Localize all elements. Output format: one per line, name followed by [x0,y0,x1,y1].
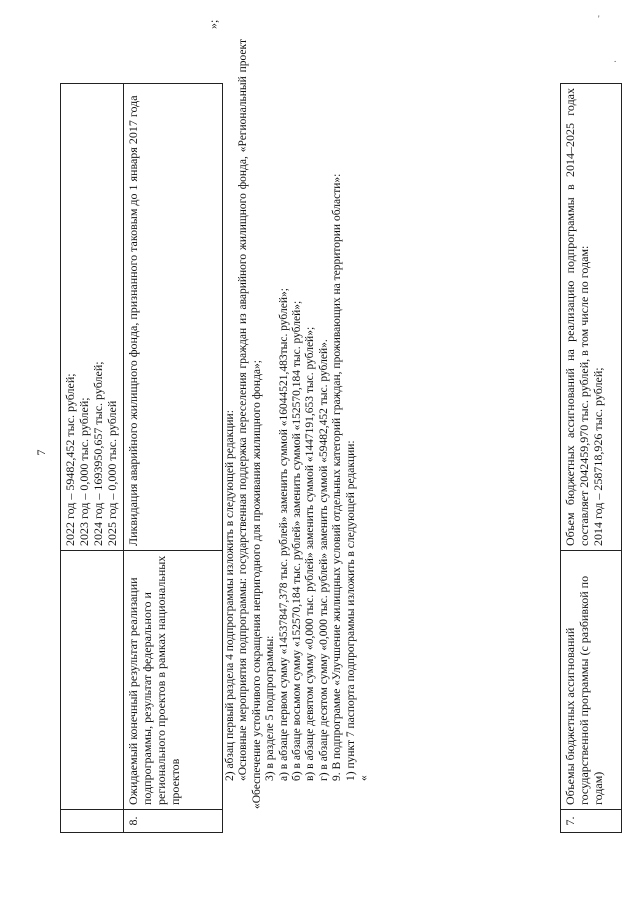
paragraph: «Основные мероприятия подпрограммы: государственная поддержка переселения граждан из аварийного жилищного фонда, «Региональный проект «Обеспечение устойчивого сокращения непригодного для проживания жилищного фонда»; [237,39,263,809]
row-value [561,84,622,551]
page-number: 7 [34,449,48,456]
amendment-text [224,39,371,809]
paragraph: 2) абзац первый раздела 4 подпрограммы изложить в следующей редакции: [224,410,236,781]
paragraph: 1) пункт 7 паспорта подпрограммы изложить в следующей редакции: [344,440,357,781]
closing-quote: »; [206,19,220,29]
paragraph: 9. В подпрограмме «Улучшение жилищных условий отдельных категорий граждан, проживающих на территории области»: [331,173,344,781]
paragraph: в) в абзаце девятом сумму «0,000 тыс. рублей» заменить суммой «1447191,653 тыс. рублей»; [304,326,317,781]
row-number: 7. [561,810,622,833]
row-label: Ожидаемый конечный результат реализации подпрограммы, результат федерального и регионального проектов в рамках национальных проектов [124,551,223,810]
funding-line: 2014 год – 258718,926 тыс. рублей; [591,367,605,546]
edge-dot: . [614,54,617,64]
table-cell-label [61,551,124,810]
paragraph: б) в абзаце восьмом сумму «152570,184 тыс. рублей» заменить суммой «152570,184 тыс. рублей»; [291,300,304,781]
row-value: Ликвидация аварийного жилищного фонда, признанного таковым до 1 января 2017 года [124,84,223,551]
funding-line: 2024 год – 1693950,657 тыс. рублей; [91,361,105,546]
paragraph: г) в абзаце десятом сумму «0,000 тыс. рублей» заменить суммой «59482,452 тыс. рублей». [317,339,330,781]
table-row [61,84,124,833]
row-number: 8. [124,810,223,833]
table-cell-number [61,810,124,833]
paragraph: « [358,775,371,781]
funding-line: 2022 год – 59482,452 тыс. рублей; [63,373,77,546]
corner-mark: ' [598,14,600,24]
table-cell-value [61,84,124,551]
paragraph: 3) в разделе 5 подпрограммы: [264,635,277,781]
funding-summary: Объем бюджетных ассигнований на реализацию подпрограммы в 2014–2025 годах составляет 2042459,970 тыс. рублей, в том числе по годам: [563,88,591,546]
paragraph: а) в абзаце первом сумму «14537847,378 тыс. рублей» заменить суммой «16044521,483тыс. рублей»; [277,288,290,781]
funding-line: 2023 год – 0,000 тыс. рублей; [77,397,91,546]
row-label: Объемы бюджетных ассигнований государственной программы (с разбивкой по годам) [561,551,622,810]
table-row [561,84,622,833]
program-table-top [60,83,223,833]
program-table-bottom [560,83,622,833]
funding-line: 2025 год – 0,000 тыс. рублей [105,400,119,546]
table-row [124,84,223,833]
